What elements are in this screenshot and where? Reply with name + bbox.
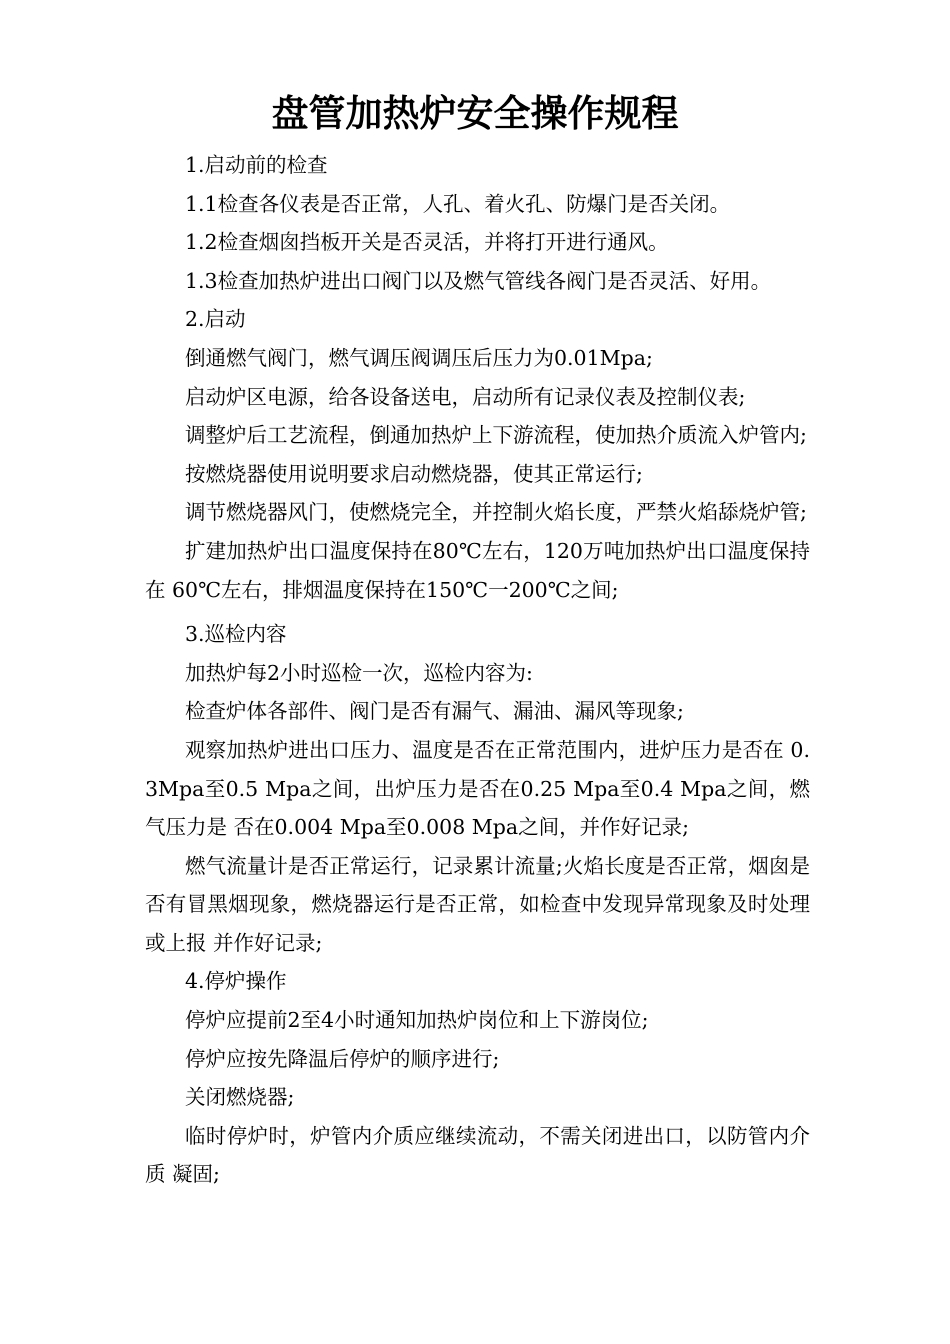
- paragraph-4-1: 停炉应提前2至4小时通知加热炉岗位和上下游岗位;: [185, 1008, 649, 1033]
- section-heading-2: 2.启动: [185, 307, 246, 332]
- paragraph-4-4: 临时停炉时，炉管内介质应继续流动，不需关闭进出口，以防管内介质 凝固;: [145, 1123, 810, 1187]
- paragraph-3-3: 观察加热炉进出口压力、温度是否在正常范围内，进炉压力是否在 0.3Mpa至0.5 Mpa之间，出炉压力是否在0.25 Mpa至0.4 Mpa之间，燃气压力是 否在0.004 Mpa至0.008 Mpa之间，并作好记录;: [145, 737, 810, 840]
- paragraph-2-6: 扩建加热炉出口温度保持在80℃左右，120万吨加热炉出口温度保持在 60℃左右，排烟温度保持在150℃一200℃之间;: [145, 538, 810, 602]
- paragraph-4-2: 停炉应按先降温后停炉的顺序进行;: [185, 1046, 500, 1071]
- paragraph-3-1: 加热炉每2小时巡检一次，巡检内容为:: [185, 660, 533, 685]
- paragraph-4-3: 关闭燃烧器;: [185, 1085, 295, 1110]
- document-body: [145, 146, 810, 1194]
- paragraph-1-1: 1.1检查各仪表是否正常，人孔、着火孔、防爆门是否关闭。: [185, 191, 731, 216]
- paragraph-3-4: 燃气流量计是否正常运行，记录累计流量;火焰长度是否正常，烟囱是否有冒黑烟现象，燃烧器运行是否正常，如检查中发现异常现象及时处理或上报 并作好记录;: [145, 853, 810, 955]
- paragraph-2-1: 倒通燃气阀门，燃气调压阀调压后压力为0.01Mpa;: [185, 345, 653, 370]
- paragraph-1-2: 1.2检查烟囱挡板开关是否灵活，并将打开进行通风。: [185, 230, 669, 255]
- paragraph-3-2: 检查炉体各部件、阀门是否有漏气、漏油、漏风等现象;: [185, 699, 684, 724]
- paragraph-2-3: 调整炉后工艺流程，倒通加热炉上下游流程，使加热介质流入炉管内;: [185, 423, 807, 448]
- section-heading-4: 4.停炉操作: [185, 969, 287, 994]
- section-heading-1: 1.启动前的检查: [185, 153, 328, 177]
- paragraph-2-2: 启动炉区电源，给各设备送电，启动所有记录仪表及控制仪表;: [185, 384, 746, 409]
- paragraph-2-5: 调节燃烧器风门，使燃烧完全，并控制火焰长度，严禁火焰舔烧炉管;: [185, 500, 807, 525]
- paragraph-2-4: 按燃烧器使用说明要求启动燃烧器，使其正常运行;: [185, 461, 643, 486]
- page-title: 盘管加热炉安全操作规程: [271, 91, 679, 135]
- paragraph-1-3: 1.3检查加热炉进出口阀门以及燃气管线各阀门是否灵活、好用。: [185, 268, 772, 293]
- section-heading-3: 3.巡检内容: [185, 622, 287, 647]
